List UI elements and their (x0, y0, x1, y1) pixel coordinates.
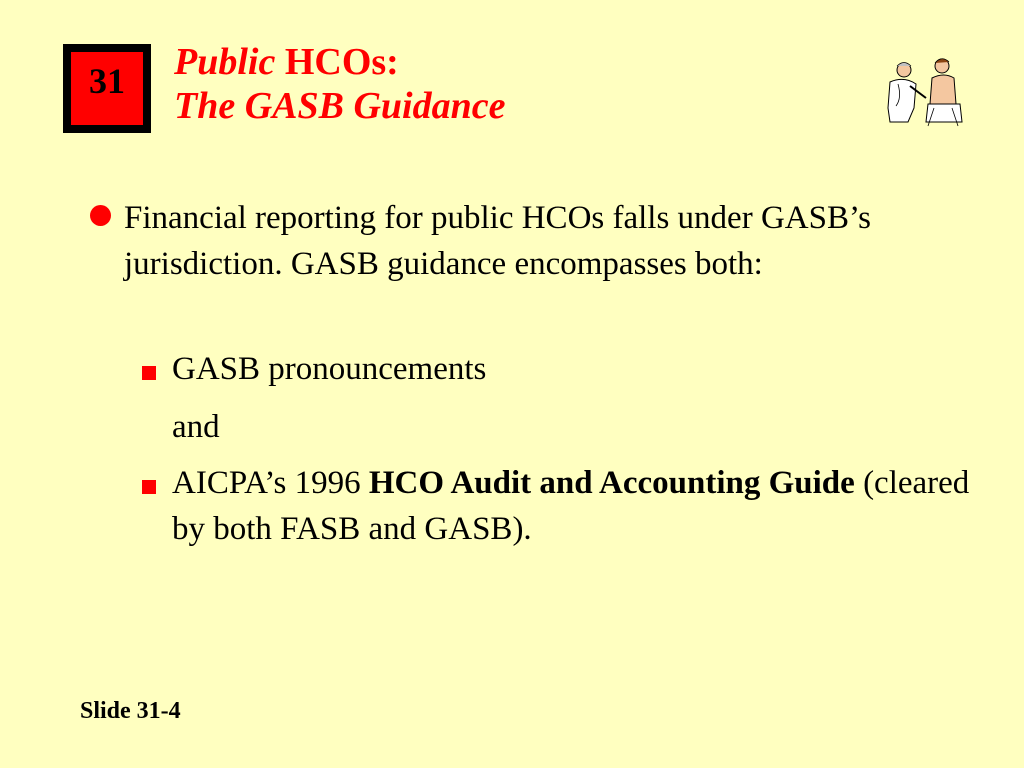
title-rest: HCOs: (275, 41, 399, 83)
slide-title (174, 40, 505, 128)
doctor-patient-icon (876, 52, 968, 128)
sub-bullet-1: GASB pronouncements (172, 351, 487, 387)
chapter-badge (63, 44, 151, 133)
title-italic: Public (174, 41, 276, 83)
bullet-square-icon (142, 366, 156, 380)
connector-text: and (172, 409, 220, 445)
bullet-circle-icon (90, 205, 111, 226)
bullet-main: Financial reporting for public HCOs falls under GASB’s jurisdiction. GASB guidance encompasses both: (124, 200, 871, 282)
slide-number: Slide 31-4 (80, 698, 181, 724)
sub-bullet-2: AICPA’s 1996 HCO Audit and Accounting Guide (cleared by both FASB and GASB). (172, 465, 970, 547)
bullet-square-icon (142, 480, 156, 494)
chapter-number: 31 (89, 61, 125, 101)
title-line2: The GASB Guidance (174, 85, 506, 127)
